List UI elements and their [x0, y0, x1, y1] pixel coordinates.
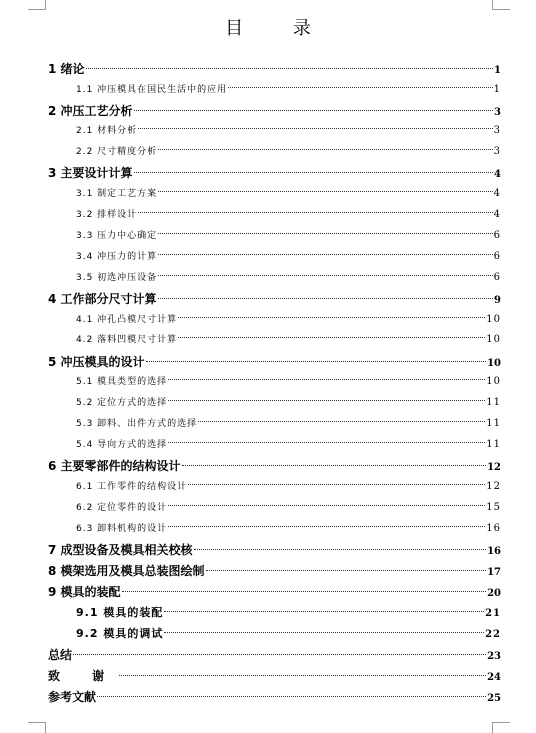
toc-entry[interactable]	[48, 101, 501, 121]
toc-entry-page: 16	[487, 546, 501, 557]
toc-entry[interactable]	[48, 561, 501, 581]
toc-entry[interactable]	[48, 59, 501, 79]
leader-dots	[97, 696, 486, 697]
toc-entry-label: 9.2 模具的调试	[76, 627, 164, 640]
toc-entry-page: 12	[486, 481, 501, 492]
toc-entry-label: 3.2 排样设计	[76, 210, 138, 220]
leader-dots	[198, 421, 485, 422]
leader-dots	[178, 317, 485, 318]
toc-entry[interactable]	[76, 142, 501, 162]
leader-dots	[138, 212, 492, 213]
leader-dots	[73, 654, 486, 655]
toc-entry-page: 3	[494, 107, 501, 118]
page-title: 目 录	[225, 18, 333, 39]
toc-entry-page: 10	[486, 334, 501, 345]
leader-dots	[168, 400, 485, 401]
leader-dots	[158, 298, 494, 299]
toc-entry-label: 9 模具的装配	[48, 585, 121, 599]
toc-entry[interactable]	[76, 330, 501, 350]
toc-entry[interactable]	[76, 121, 501, 141]
leader-dots	[158, 275, 492, 276]
leader-dots	[168, 442, 485, 443]
leader-dots	[158, 254, 492, 255]
toc-entry-label: 7 成型设备及模具相关校核	[48, 543, 193, 557]
toc-entry[interactable]	[76, 498, 501, 518]
leader-dots	[138, 128, 492, 129]
toc-entry-label: 5 冲压模具的设计	[48, 355, 145, 369]
toc-entry[interactable]	[48, 645, 501, 665]
toc-entry-label: 8 模架选用及模具总装图绘制	[48, 564, 205, 578]
toc-entry-label: 6.3 卸料机构的设计	[76, 524, 168, 534]
toc-entry-page: 17	[487, 567, 501, 578]
toc-entry-label: 6.1 工作零件的结构设计	[76, 482, 188, 492]
toc-entry-page: 10	[487, 358, 501, 369]
toc-entry[interactable]	[76, 205, 501, 225]
toc-entry[interactable]	[76, 268, 501, 288]
toc-entry-page: 3	[493, 125, 501, 136]
toc-entry[interactable]	[76, 477, 501, 497]
toc-entry-page: 15	[486, 502, 501, 513]
toc-entry[interactable]	[76, 414, 501, 434]
leader-dots	[168, 379, 485, 380]
toc-entry-label: 参考文献	[48, 690, 97, 704]
toc-entry[interactable]	[48, 540, 501, 560]
toc-entry[interactable]	[48, 582, 501, 602]
toc-entry-page: 1	[494, 65, 501, 76]
leader-dots	[158, 191, 492, 192]
leader-dots	[206, 570, 487, 571]
toc-entry-label: 4.1 冲孔凸模尺寸计算	[76, 315, 178, 325]
toc-entry[interactable]	[76, 80, 501, 100]
toc-entry-page: 3	[493, 146, 501, 157]
toc-entry-page: 6	[493, 251, 501, 262]
leader-dots	[182, 465, 487, 466]
toc-entry-page: 9	[494, 295, 501, 306]
toc-entry[interactable]	[48, 687, 501, 707]
toc-entry-label: 2 冲压工艺分析	[48, 104, 133, 118]
toc-entry[interactable]	[76, 603, 501, 623]
toc-entry[interactable]	[76, 624, 501, 644]
toc-entry-page: 24	[487, 672, 501, 683]
leader-dots	[178, 337, 485, 338]
toc-entry-page: 21	[485, 608, 501, 619]
leader-dots	[168, 526, 485, 527]
toc-entry-label: 4.2 落料凹模尺寸计算	[76, 335, 178, 345]
leader-dots	[188, 484, 485, 485]
toc-entry[interactable]	[76, 247, 501, 267]
toc-entry[interactable]	[48, 352, 501, 372]
toc-entry-page: 4	[494, 169, 501, 180]
toc-entry-page: 23	[487, 651, 501, 662]
toc-entry[interactable]	[76, 372, 501, 392]
toc-entry[interactable]	[48, 289, 501, 309]
toc-entry-page: 10	[486, 314, 501, 325]
toc-entry-label: 总结	[48, 648, 73, 662]
leader-dots	[158, 149, 492, 150]
toc-entry[interactable]	[76, 519, 501, 539]
toc-entry[interactable]	[76, 226, 501, 246]
toc-entry-page: 20	[487, 588, 501, 599]
leader-dots	[122, 591, 487, 592]
leader-dots	[164, 611, 484, 612]
leader-dots	[134, 110, 494, 111]
toc-entry-page: 6	[493, 272, 501, 283]
toc-entry-label: 5.3 卸料、出件方式的选择	[76, 419, 198, 429]
toc-entry-label: 3.5 初选冲压设备	[76, 273, 158, 283]
toc-entry-label: 4 工作部分尺寸计算	[48, 292, 157, 306]
toc-entry-label: 1 绪论	[48, 62, 85, 76]
toc-entry-label: 3 主要设计计算	[48, 166, 133, 180]
leader-dots	[168, 505, 485, 506]
toc-entry-label: 2.1 材料分析	[76, 126, 138, 136]
toc-entry[interactable]	[76, 184, 501, 204]
toc-entry-page: 11	[486, 397, 501, 408]
toc-entry-page: 25	[487, 693, 501, 704]
toc-entry-label: 2.2 尺寸精度分析	[76, 147, 158, 157]
leader-dots	[134, 172, 494, 173]
leader-dots	[158, 233, 492, 234]
toc-entry-label: 致 谢	[48, 669, 119, 683]
toc-entry[interactable]	[76, 435, 501, 455]
toc-entry[interactable]	[48, 456, 501, 476]
toc-entry-label: 9.1 模具的装配	[76, 606, 164, 619]
toc-entry-page: 11	[486, 439, 501, 450]
toc-entry-label: 6.2 定位零件的设计	[76, 503, 168, 513]
toc-entry-label: 6 主要零部件的结构设计	[48, 459, 181, 473]
toc-entry-label: 5.2 定位方式的选择	[76, 398, 168, 408]
toc-entry-page: 4	[493, 209, 501, 220]
toc-entry-page: 10	[486, 376, 501, 387]
leader-dots	[164, 632, 484, 633]
toc-entry-label: 3.4 冲压力的计算	[76, 252, 158, 262]
toc-entry[interactable]	[48, 666, 501, 686]
toc-entry-page: 11	[486, 418, 501, 429]
toc-entry-label: 5.4 导向方式的选择	[76, 440, 168, 450]
toc-entry-label: 1.1 冲压模具在国民生活中的应用	[76, 85, 228, 95]
leader-dots	[194, 549, 487, 550]
toc-entry[interactable]	[76, 393, 501, 413]
leader-dots	[228, 87, 492, 88]
toc-entry[interactable]	[76, 310, 501, 330]
toc-entry-page: 22	[485, 629, 501, 640]
toc-entry[interactable]	[48, 163, 501, 183]
toc-entry-page: 4	[493, 188, 501, 199]
toc-entry-page: 16	[486, 523, 501, 534]
toc-entry-page: 6	[493, 230, 501, 241]
toc-entry-label: 3.1 制定工艺方案	[76, 189, 158, 199]
toc-entry-label: 3.3 压力中心确定	[76, 231, 158, 241]
leader-dots	[119, 675, 486, 676]
toc-entry-label: 5.1 模具类型的选择	[76, 377, 168, 387]
toc-entry-page: 1	[493, 84, 501, 95]
leader-dots	[146, 361, 487, 362]
toc-entry-page: 12	[487, 462, 501, 473]
leader-dots	[86, 68, 494, 69]
